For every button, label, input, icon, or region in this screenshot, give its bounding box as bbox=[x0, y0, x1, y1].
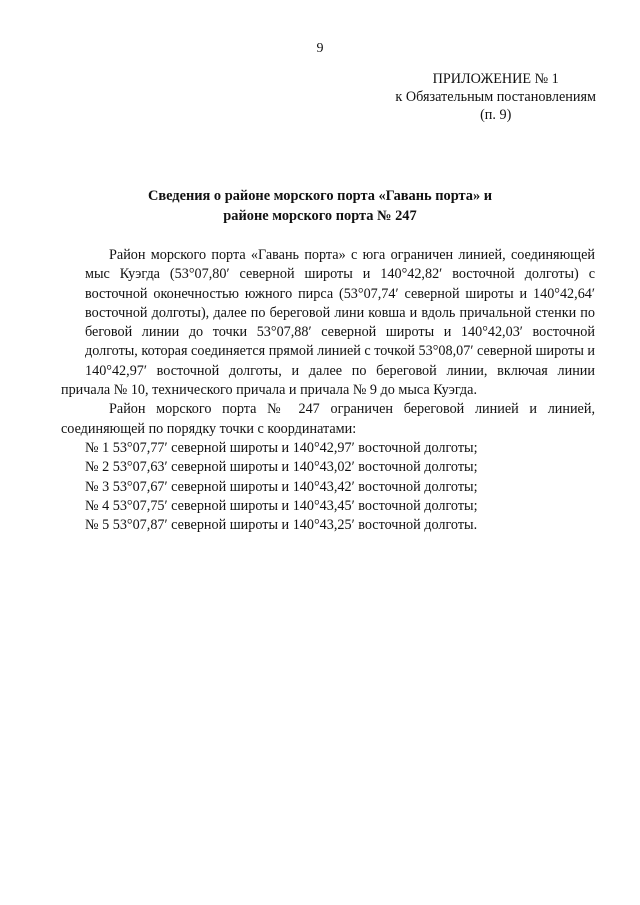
text-line: мыс Куэгда (53°07,80′ северной широты и 140°42,82′ восточной долготы) с bbox=[85, 266, 595, 283]
page-number: 9 bbox=[316, 41, 324, 56]
text-line: 140°42,97′ восточной долготы, и далее по береговой линии, включая линии bbox=[85, 362, 595, 379]
text-line: долготы, которая соединяется прямой линией с точкой 53°08,07′ северной широты и bbox=[85, 343, 595, 360]
appendix-clause: (п. 9) bbox=[480, 107, 512, 123]
coordinate-point: № 2 53°07,63′ северной широты и 140°43,02′ восточной долготы; bbox=[85, 459, 478, 476]
text-line: соединяющей по порядку точки с координатами: bbox=[61, 420, 357, 437]
coordinate-point: № 1 53°07,77′ северной широты и 140°42,97′ восточной долготы; bbox=[85, 439, 478, 456]
coordinate-point: № 5 53°07,87′ северной широты и 140°43,25′ восточной долготы. bbox=[85, 517, 478, 534]
paragraph-port-gavan bbox=[61, 246, 595, 400]
appendix-header bbox=[395, 70, 596, 124]
coordinate-point: № 4 53°07,75′ северной широты и 140°43,45′ восточной долготы; bbox=[85, 497, 478, 514]
text-line: восточной оконечностью южного пирса (53°07,74′ северной широты и 140°42,64′ bbox=[85, 285, 595, 302]
text-line: Район морского порта № 247 ограничен береговой линией и линией, bbox=[109, 401, 595, 418]
appendix-reference: к Обязательным постановлениям bbox=[395, 89, 596, 105]
paragraph-port-247 bbox=[61, 400, 595, 439]
coordinate-point: № 3 53°07,67′ северной широты и 140°43,42′ восточной долготы; bbox=[85, 478, 478, 495]
text-line: беговой линии до точки 53°07,88′ северной широты и 140°42,03′ восточной bbox=[85, 324, 595, 341]
text-line: восточной долготы), далее по береговой лини ковша и вдоль причальной стенки по bbox=[85, 304, 595, 321]
title-line-1: Сведения о районе морского порта «Гавань порта» и bbox=[147, 188, 493, 204]
document-body bbox=[61, 246, 595, 535]
title-line-2: районе морского порта № 247 bbox=[223, 208, 417, 224]
text-line: причала № 10, технического причала и причала № 9 до мыса Куэгда. bbox=[61, 382, 477, 399]
appendix-title: ПРИЛОЖЕНИЕ № 1 bbox=[432, 71, 559, 87]
document-title bbox=[0, 186, 640, 226]
text-line: Район морского порта «Гавань порта» с юга ограничен линией, соединяющей bbox=[109, 247, 595, 263]
